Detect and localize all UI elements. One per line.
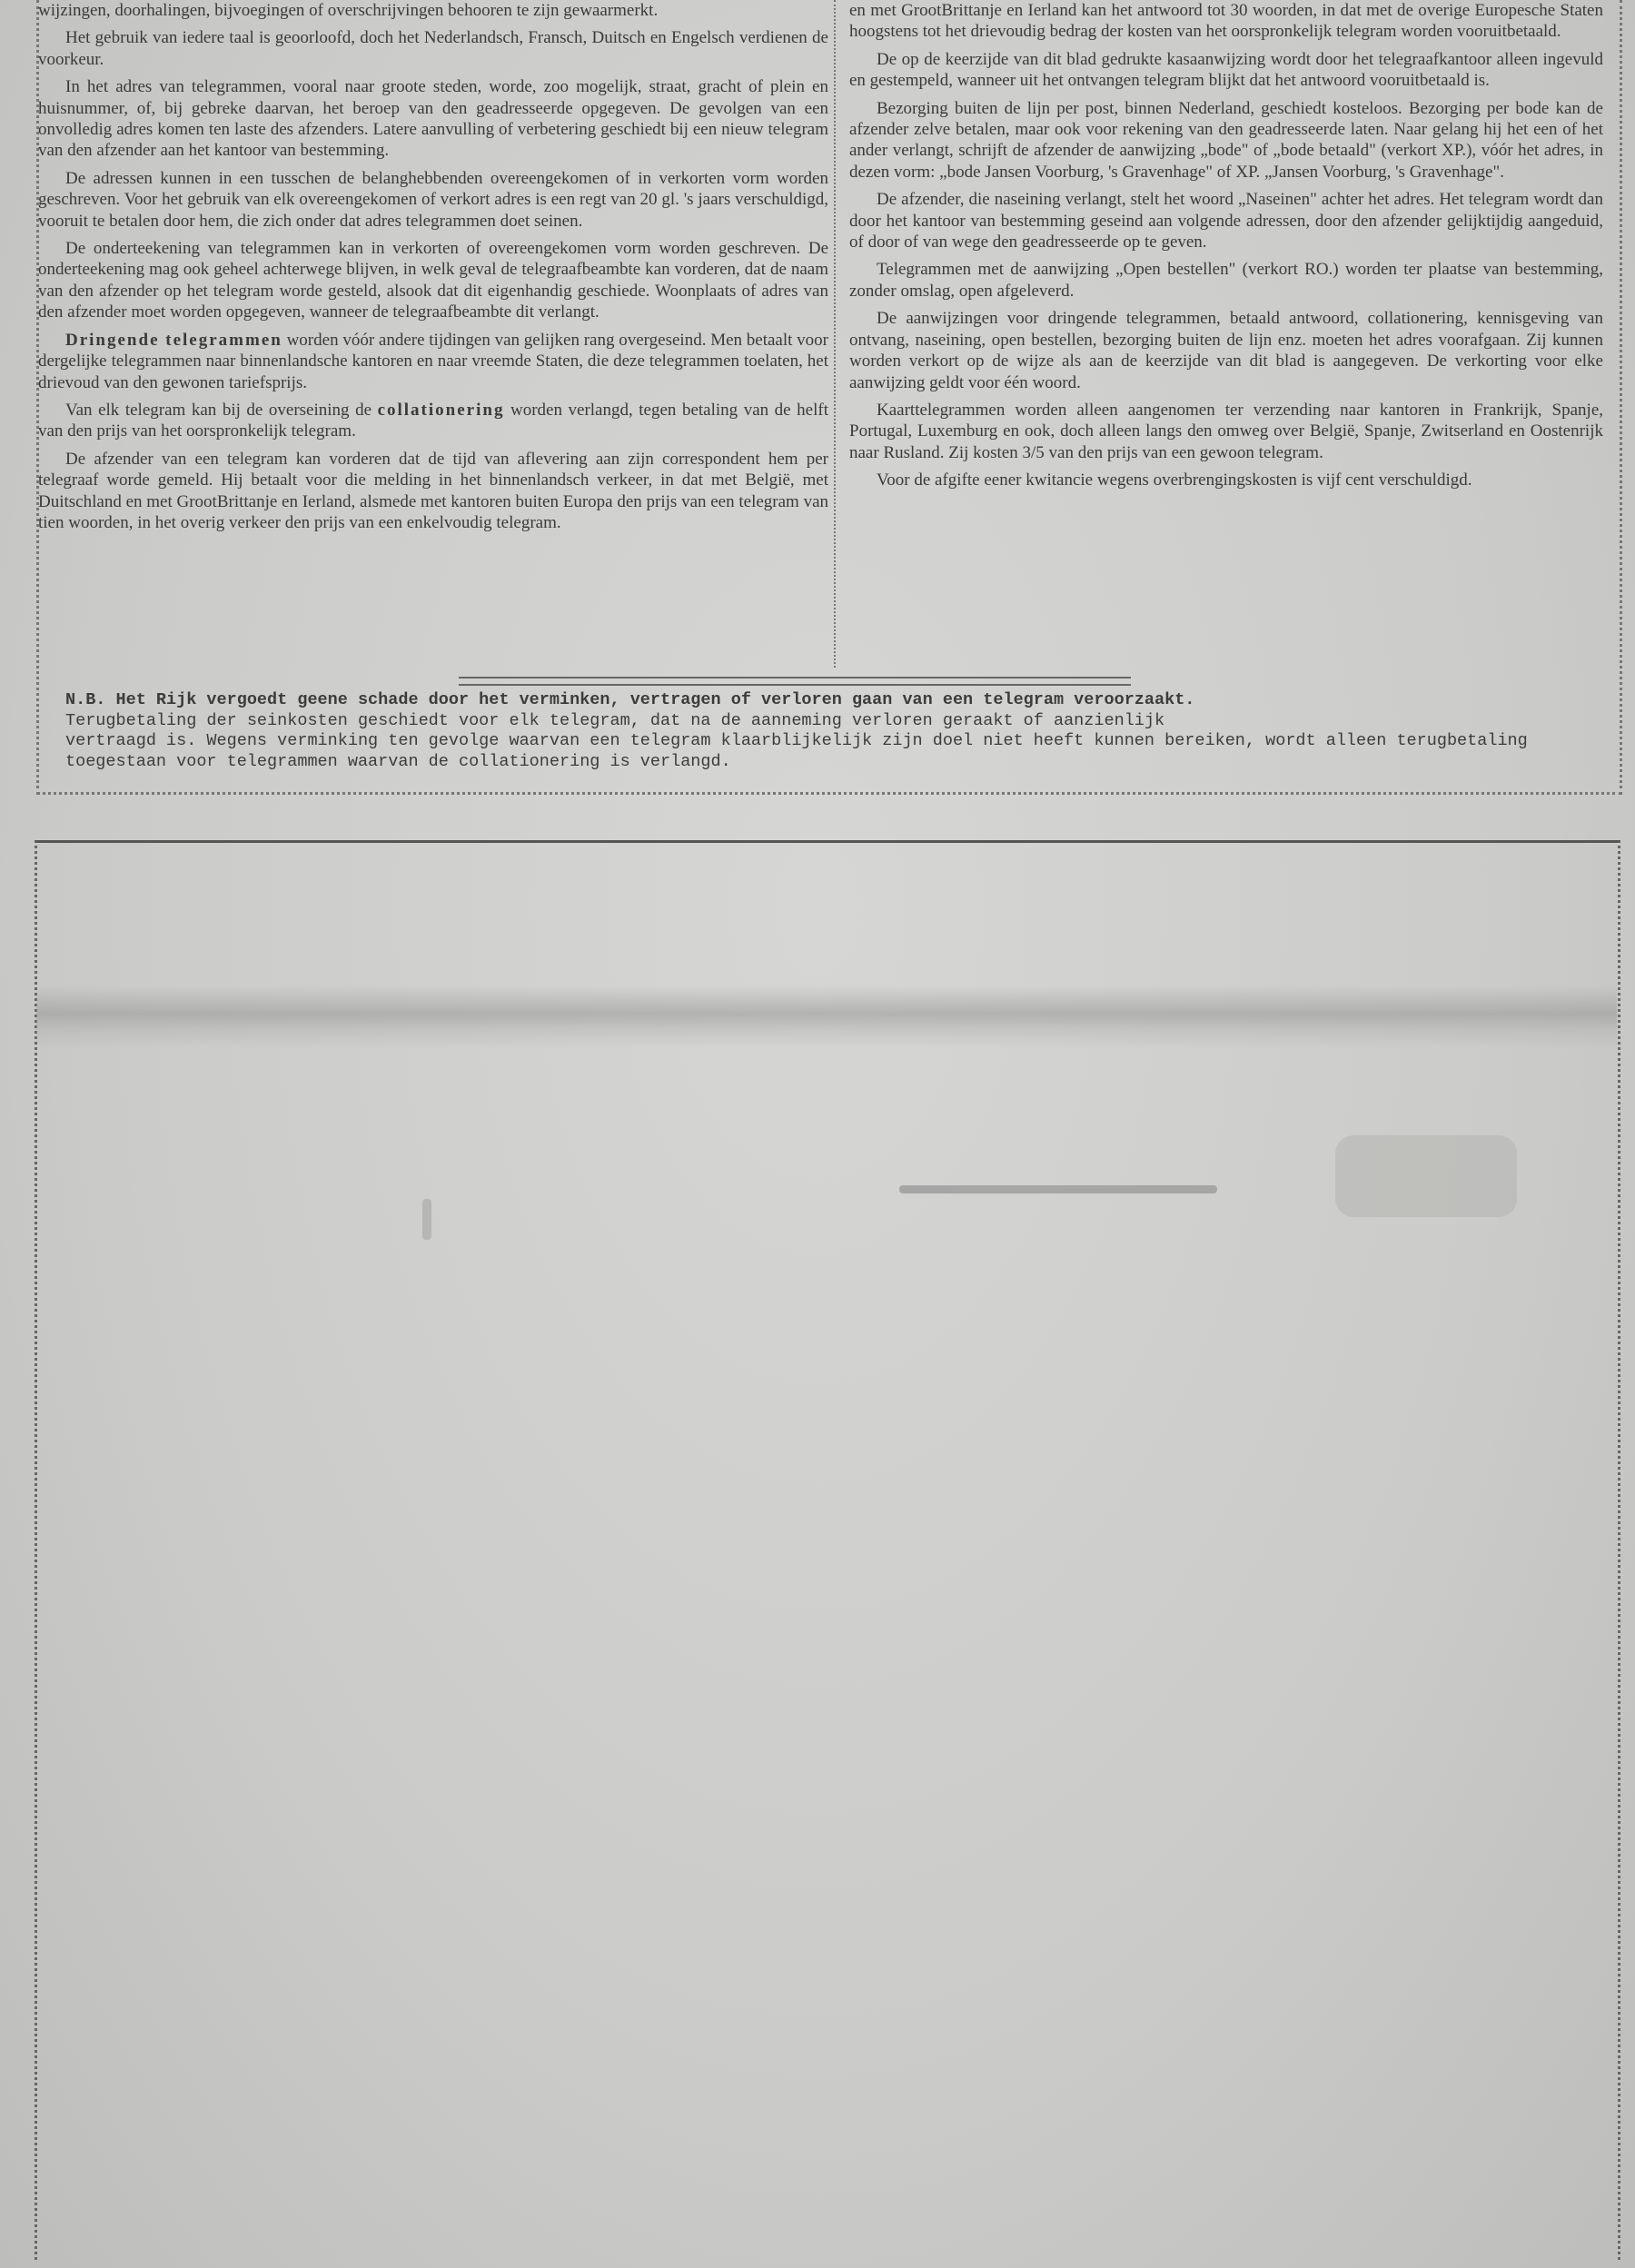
notice-line-4: toegestaan voor telegrammen waarvan de collationering is verlangd. [65,751,731,771]
liability-notice [65,690,1610,772]
right-paragraph-3: Bezorging buiten de lijn per post, binnen Nederland, geschiedt kosteloos. Bezorging per bode kan de afzender zelve betalen, maar ook voor rekening van den geadresseerde laten. Naar gelang hij het een of het ander verlangt, schrijft de afzender de aanwijzing „bode" of „bode betaald" (verkort XP.), vóór het adres, in dezen vorm: „bode Jansen Voorburg, 's Gravenhage" of XP. „Jansen Voorburg, 's Gravenhage". [849,98,1603,182]
left-paragraph-8: De afzender van een telegram kan vorderen dat de tijd van aflevering aan zijn correspondent hem per telegraaf worde gemeld. Hij betaalt voor die melding in het binnenlandsch verkeer, in dat met België, met Duitschland en met GrootBrittanje en Ierland, alsmede met kantoren buiten Europa den prijs van een telegram van tien woorden, in het overig verkeer den prijs van een enkelvoudig telegram. [38,449,829,532]
right-paragraph-4: De afzender, die naseining verlangt, stelt het woord „Naseinen" achter het adres. Het telegram wordt dan door het kantoor van bestemming geseind aan volgende adressen, door den afzender gelijktijdig aangeduid, of door of van wege den geadresseerde op te geven. [849,190,1603,253]
notice-line-1: N.B. Het Rijk vergoedt geene schade door het verminken, vertragen of verloren gaan van een telegram veroorzaakt. [65,690,1195,709]
left-paragraph-1: wijzingen, doorhalingen, bijvoegingen of overschrijvingen behooren te zijn gewaarmerkt. [38,1,659,20]
paper-stain [1335,1135,1517,1217]
column-divider [834,0,836,668]
left-paragraph-7-b: worden verlangd, tegen betaling van de helft van den prijs van het oorspronkelijk telegram. [38,400,828,441]
left-paragraph-7 [38,400,828,442]
notice-line-2: Terugbetaling der seinkosten geschiedt voor elk telegram, dat na de aanneming verloren geraakt of aanzienlijk [65,710,1165,730]
right-paragraph-2: De op de keerzijde van dit blad gedrukte kasaanwijzing wordt door het telegraafkantoor alleen ingevuld en gestempeld, wanneer uit het ontvangen telegram blijkt dat het antwoord vooruitbetaald is. [849,49,1603,91]
blank-writing-area [35,840,1620,2260]
left-paragraph-5: De onderteekening van telegrammen kan in verkorten of overeengekomen vorm worden geschreven. De onderteekening mag ook geheel achterwege blijven, in welk geval de telegraafbeambte kan vorderen, dat de naam van den afzender op het telegram worde gesteld, alsook dat dit eigenhandig geschiede. Woonplaats of adres van den afzender moet worden opgegeven, wanneer de telegraafbeambte dit verlangt. [38,239,828,322]
left-paragraph-2: Het gebruik van iedere taal is geoorloofd, doch het Nederlandsch, Fransch, Duitsch en Engelsch verdienen de voorkeur. [38,28,828,69]
ink-smudge [899,1185,1217,1193]
paper-fold-crease [36,985,1617,1049]
left-paragraph-6 [38,330,828,393]
urgent-telegrams-term: Dringende telegrammen [65,330,282,350]
left-paragraph-6-text: worden vóór andere tijdingen van gelijken rang overgeseind. Men betaalt voor dergelijke telegrammen naar binnenlandsche kantoren en naar vreemde Staten, die deze telegrammen toelaten, het drievoud van den gewonen tariefsprijs. [38,330,828,392]
ink-smudge-small [422,1199,431,1240]
left-instructions-column [38,0,828,540]
right-paragraph-5: Telegrammen met de aanwijzing „Open bestellen" (verkort RO.) worden ter plaatse van bestemming, zonder omslag, open afgeleverd. [849,260,1603,301]
left-paragraph-4: De adressen kunnen in een tusschen de belanghebbenden overeengekomen of in verkorten vorm worden geschreven. Voor het gebruik van elk overeengekomen of verkort adres is een regt van 20 gl. 's jaars verschuldigd, vooruit te betalen door hem, die zich onder dat adres telegrammen doet seinen. [38,168,828,231]
right-paragraph-7: Kaarttelegrammen worden alleen aangenomen ter verzending naar kantoren in Frankrijk, Spanje, Portugal, Luxemburg en ook, doch alleen langs den omweg over België, Spanje, Zwitserland en Oostenrijk naar Rusland. Zij kosten 3/5 van den prijs van een gewoon telegram. [849,400,1603,462]
double-rule-divider [459,677,1131,686]
right-instructions-column [849,0,1603,498]
left-paragraph-3: In het adres van telegrammen, vooral naar groote steden, worde, zoo mogelijk, straat, gracht of plein en huisnummer, of, bij gebreke daarvan, het beroep van den geadresseerde opgegeven. De gevolgen van een onvolledig adres komen ten laste des afzenders. Latere aanvulling of verbetering geschiedt bij een nieuw telegram van den afzender aan het kantoor van bestemming. [38,77,828,161]
left-paragraph-7-a: Van elk telegram kan bij de overseining de [65,400,378,420]
right-paragraph-8: Voor de afgifte eener kwitancie wegens overbrengingskosten is vijf cent verschuldigd. [877,470,1472,490]
notice-line-3: vertraagd is. Wegens verminking ten gevolge waarvan een telegram klaarblijkelijk zijn doel niet heeft kunnen bereiken, wordt alleen terugbetaling [65,731,1528,750]
collation-term: collationering [377,400,505,420]
right-paragraph-6: De aanwijzingen voor dringende telegrammen, betaald antwoord, collationering, kennisgeving van ontvang, naseining, open bestellen, bezorging buiten de lijn enz. moeten het adres voorafgaan. Zij kunnen worden verkort op de wijze als aan de keerzijde van dit blad is aangegeven. De verkorting voor elke aanwijzing geldt voor één woord. [849,309,1603,392]
right-paragraph-1: en met GrootBrittanje en Ierland kan het antwoord tot 30 woorden, in dat met de overige Europesche Staten hoogstens tot het drievoudig bedrag der kosten van het oorspronkelijk telegram worden vooruitbetaald. [849,1,1603,42]
